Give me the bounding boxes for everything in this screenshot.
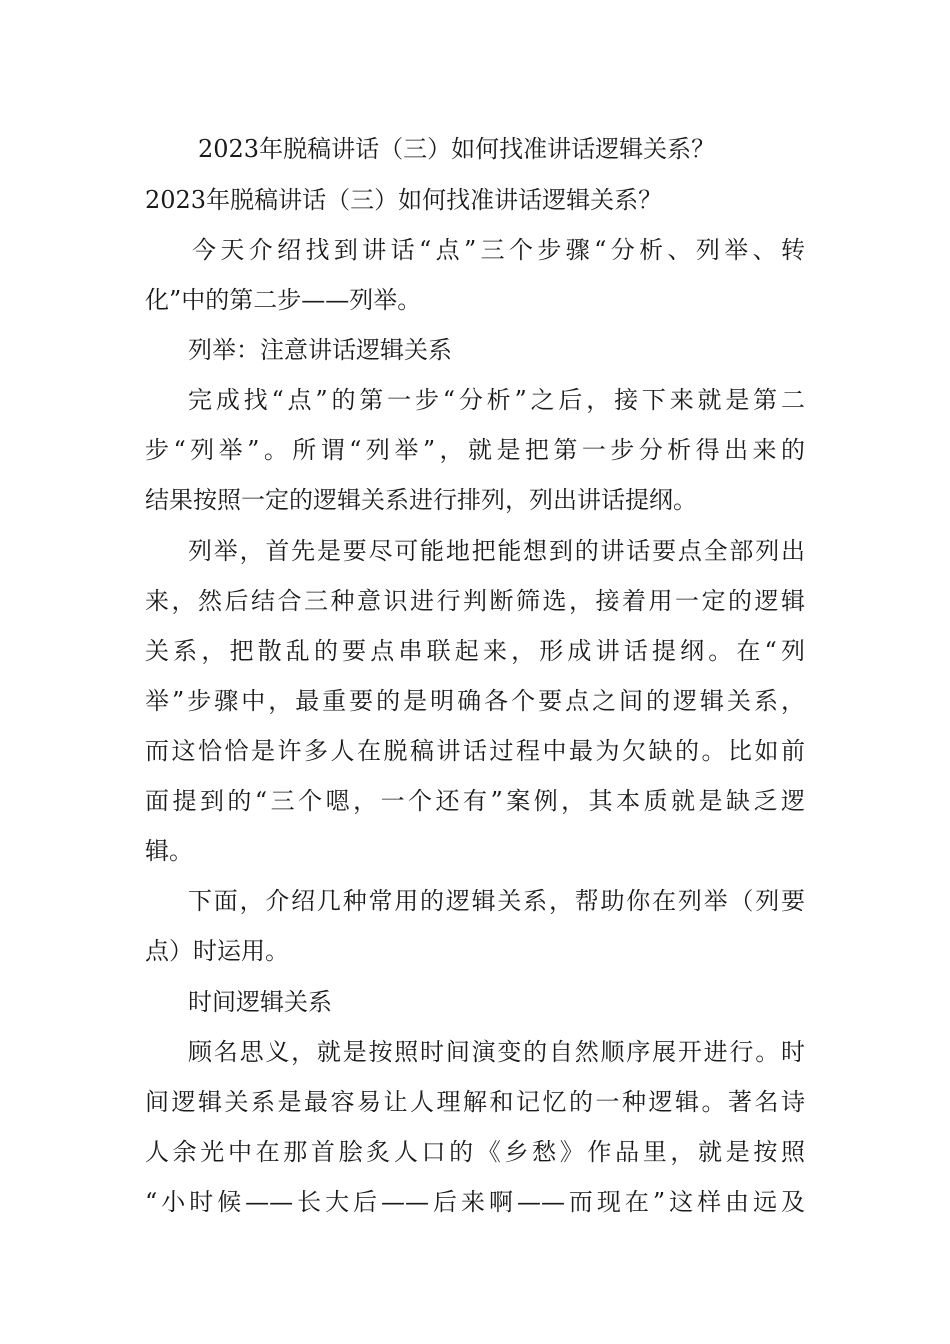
document-title-repeat: 2023年脱稿讲话（三）如何找准讲话逻辑关系？ <box>145 186 663 214</box>
document-title: 2023年脱稿讲话（三）如何找准讲话逻辑关系？ <box>198 135 716 163</box>
section-heading-listing: 列举：注意讲话逻辑关系 <box>188 336 452 364</box>
paragraph-2-line-4: 举”步骤中，最重要的是明确各个要点之间的逻辑关系， <box>145 687 805 715</box>
paragraph-3-line-2: 点）时运用。 <box>145 937 289 965</box>
paragraph-2-line-7: 辑。 <box>145 837 193 865</box>
paragraph-1-line-3: 结果按照一定的逻辑关系进行排列，列出讲话提纲。 <box>145 486 697 514</box>
paragraph-2-line-6: 面提到的“三个嗯，一个还有”案例，其本质就是缺乏逻 <box>145 787 805 815</box>
paragraph-2-line-1: 列举，首先是要尽可能地把能想到的讲话要点全部列出 <box>188 537 805 565</box>
section-heading-time-logic: 时间逻辑关系 <box>188 988 332 1016</box>
paragraph-2-line-5: 而这恰恰是许多人在脱稿讲话过程中最为欠缺的。比如前 <box>145 737 805 765</box>
paragraph-1-line-1: 完成找“点”的第一步“分析”之后，接下来就是第二 <box>188 386 805 414</box>
paragraph-4-line-4: “小时候——长大后——后来啊——而现在”这样由远及 <box>145 1188 805 1216</box>
paragraph-4-line-3: 人余光中在那首脍炙人口的《乡愁》作品里，就是按照 <box>145 1138 805 1166</box>
paragraph-4-line-1: 顾名思义，就是按照时间演变的自然顺序展开进行。时 <box>188 1038 805 1066</box>
intro-line-1: 今天介绍找到讲话“点”三个步骤“分析、列举、转 <box>192 236 805 264</box>
paragraph-3-line-1: 下面，介绍几种常用的逻辑关系，帮助你在列举（列要 <box>188 887 805 915</box>
paragraph-2-line-3: 关系，把散乱的要点串联起来，形成讲话提纲。在“列 <box>145 637 805 665</box>
intro-line-2: 化”中的第二步——列举。 <box>145 286 422 314</box>
paragraph-2-line-2: 来，然后结合三种意识进行判断筛选，接着用一定的逻辑 <box>145 587 805 615</box>
paragraph-4-line-2: 间逻辑关系是最容易让人理解和记忆的一种逻辑。著名诗 <box>145 1088 805 1116</box>
paragraph-1-line-2: 步“列举”。所谓“列举”，就是把第一步分析得出来的 <box>145 436 805 464</box>
